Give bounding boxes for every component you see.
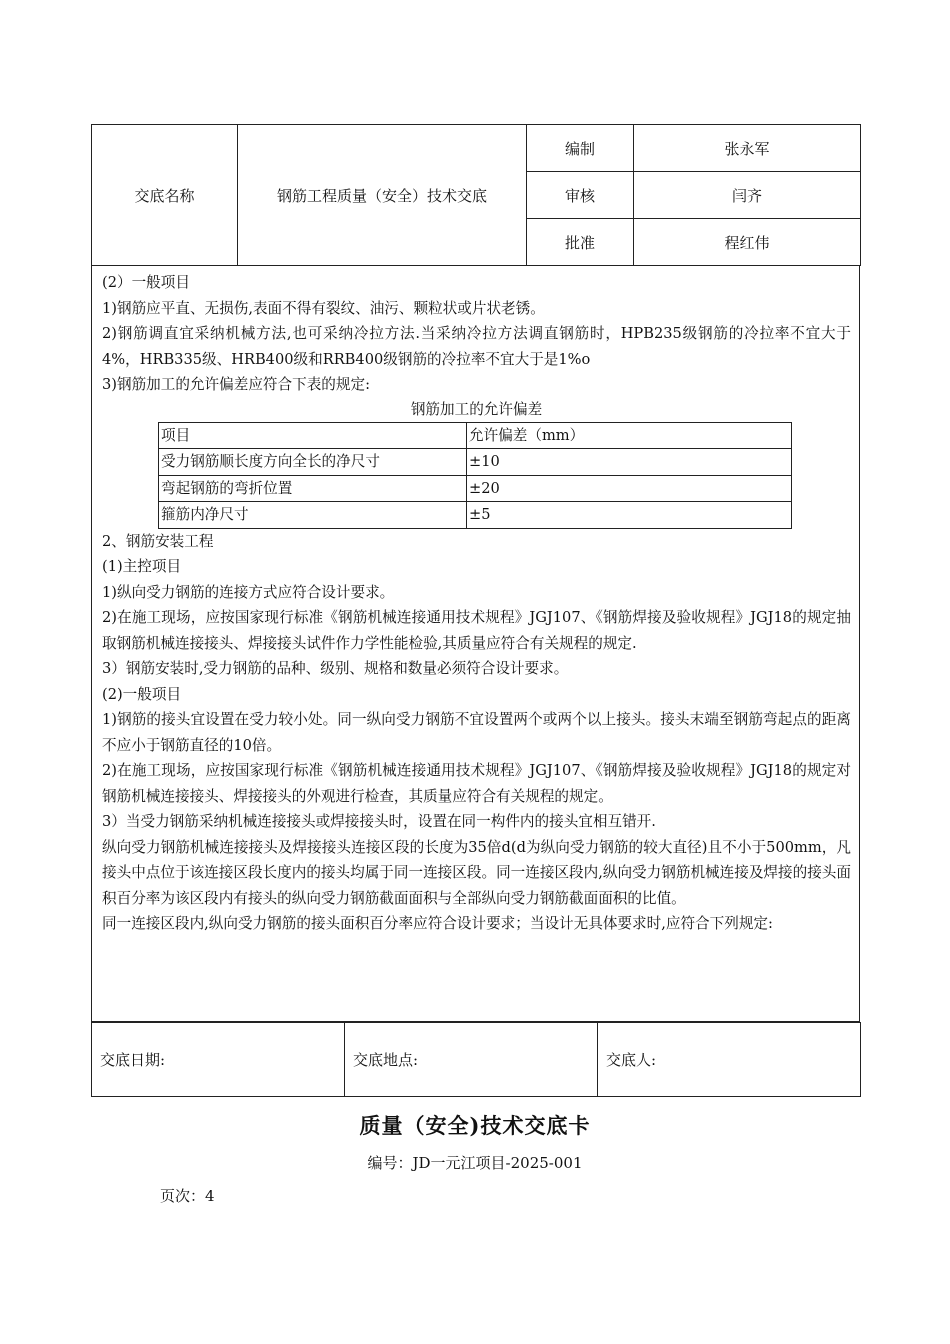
body-content	[92, 266, 859, 937]
table-cell: ±20	[467, 475, 792, 502]
paragraph: 1)钢筋应平直、无损伤,表面不得有裂纹、油污、颗粒状或片状老锈。	[102, 299, 545, 317]
table-header-cell: 允许偏差（mm）	[467, 422, 792, 449]
compiler-label: 编制	[527, 125, 634, 172]
paragraph: 2)钢筋调直宜采纳机械方法,也可采纳冷拉方法.当采纳冷拉方法调直钢筋时，HPB235级钢筋的冷拉率不宜大于4%，HRB335级、HRB400级和RRB400级钢筋的冷拉率不宜大于是1%o	[102, 325, 851, 368]
table-header-cell: 项目	[159, 422, 467, 449]
paragraph: 同一连接区段内,纵向受力钢筋的接头面积百分率应符合设计要求；当设计无具体要求时,应符合下列规定:	[102, 915, 773, 932]
name-value: 钢筋工程质量（安全）技术交底	[238, 125, 527, 266]
table-caption: 钢筋加工的允许偏差	[410, 400, 543, 418]
card-title: 质量（安全)技术交底卡	[359, 1113, 591, 1138]
paragraph: 1)纵向受力钢筋的连接方式应符合设计要求。	[102, 583, 395, 601]
table-row	[159, 449, 792, 476]
table-cell: ±5	[467, 502, 792, 529]
paragraph: 3）当受力钢筋采纳机械连接接头或焊接接头时，设置在同一构件内的接头宜相互错开.	[102, 813, 656, 830]
footer-table	[91, 1022, 861, 1097]
paragraph: 2)在施工现场，应按国家现行标准《钢筋机械连接通用技术规程》JGJ107、《钢筋焊接及验收规程》JGJ18的规定抽取钢筋机械连接接头、焊接接头试件作力学性能检验,其质量应符合有关规程的规定.	[102, 609, 851, 652]
reviewer-label: 审核	[527, 172, 634, 219]
card-code: 编号：JD一元江项目-2025-001	[367, 1154, 583, 1172]
paragraph: (2）一般项目	[102, 274, 190, 291]
paragraph: (2)一般项目	[102, 685, 182, 703]
table-header-row	[159, 422, 792, 449]
table-cell: 受力钢筋顺长度方向全长的净尺寸	[159, 449, 467, 476]
paragraph: 1)钢筋的接头宜设置在受力较小处。同一纵向受力钢筋不宜设置两个或两个以上接头。接头末端至钢筋弯起点的距离不应小于钢筋直径的10倍。	[102, 711, 851, 754]
reviewer-value: 闫齐	[634, 172, 861, 219]
paragraph: 2)在施工现场，应按国家现行标准《钢筋机械连接通用技术规程》JGJ107、《钢筋焊接及验收规程》JGJ18的规定对钢筋机械连接接头、焊接接头的外观进行检查，其质量应符合有关规程的规定。	[102, 762, 851, 805]
place-label: 交底地点:	[345, 1023, 598, 1097]
disclosure-sheet	[91, 124, 860, 1097]
paragraph: (1)主控项目	[102, 558, 182, 575]
paragraph: 3）钢筋安装时,受力钢筋的品种、级别、规格和数量必须符合设计要求。	[102, 660, 569, 677]
table-cell: 弯起钢筋的弯折位置	[159, 475, 467, 502]
body-cell	[91, 266, 860, 1022]
page-number: 页次：4	[160, 1187, 215, 1205]
approver-value: 程红伟	[634, 219, 861, 266]
compiler-value: 张永军	[634, 125, 861, 172]
tolerance-table	[158, 422, 792, 529]
person-label: 交底人:	[598, 1023, 861, 1097]
date-label: 交底日期:	[92, 1023, 345, 1097]
approver-label: 批准	[527, 219, 634, 266]
table-cell: 箍筋内净尺寸	[159, 502, 467, 529]
name-label: 交底名称	[92, 125, 238, 266]
table-row	[159, 502, 792, 529]
paragraph: 2、钢筋安装工程	[102, 532, 214, 550]
table-row	[159, 475, 792, 502]
paragraph: 3)钢筋加工的允许偏差应符合下表的规定:	[102, 376, 370, 393]
paragraph: 纵向受力钢筋机械连接接头及焊接接头连接区段的长度为35倍d(d为纵向受力钢筋的较大直径)且不小于500mm，凡接头中点位于该连接区段长度内的接头均属于同一连接区段。同一连接区段内,纵向受力钢筋机械连接及焊接的接头面积百分率为该区段内有接头的纵向受力钢筋截面面积与全部纵向受力钢筋截面面积的比值。	[102, 838, 851, 907]
table-cell: ±10	[467, 449, 792, 476]
header-table	[91, 124, 861, 266]
